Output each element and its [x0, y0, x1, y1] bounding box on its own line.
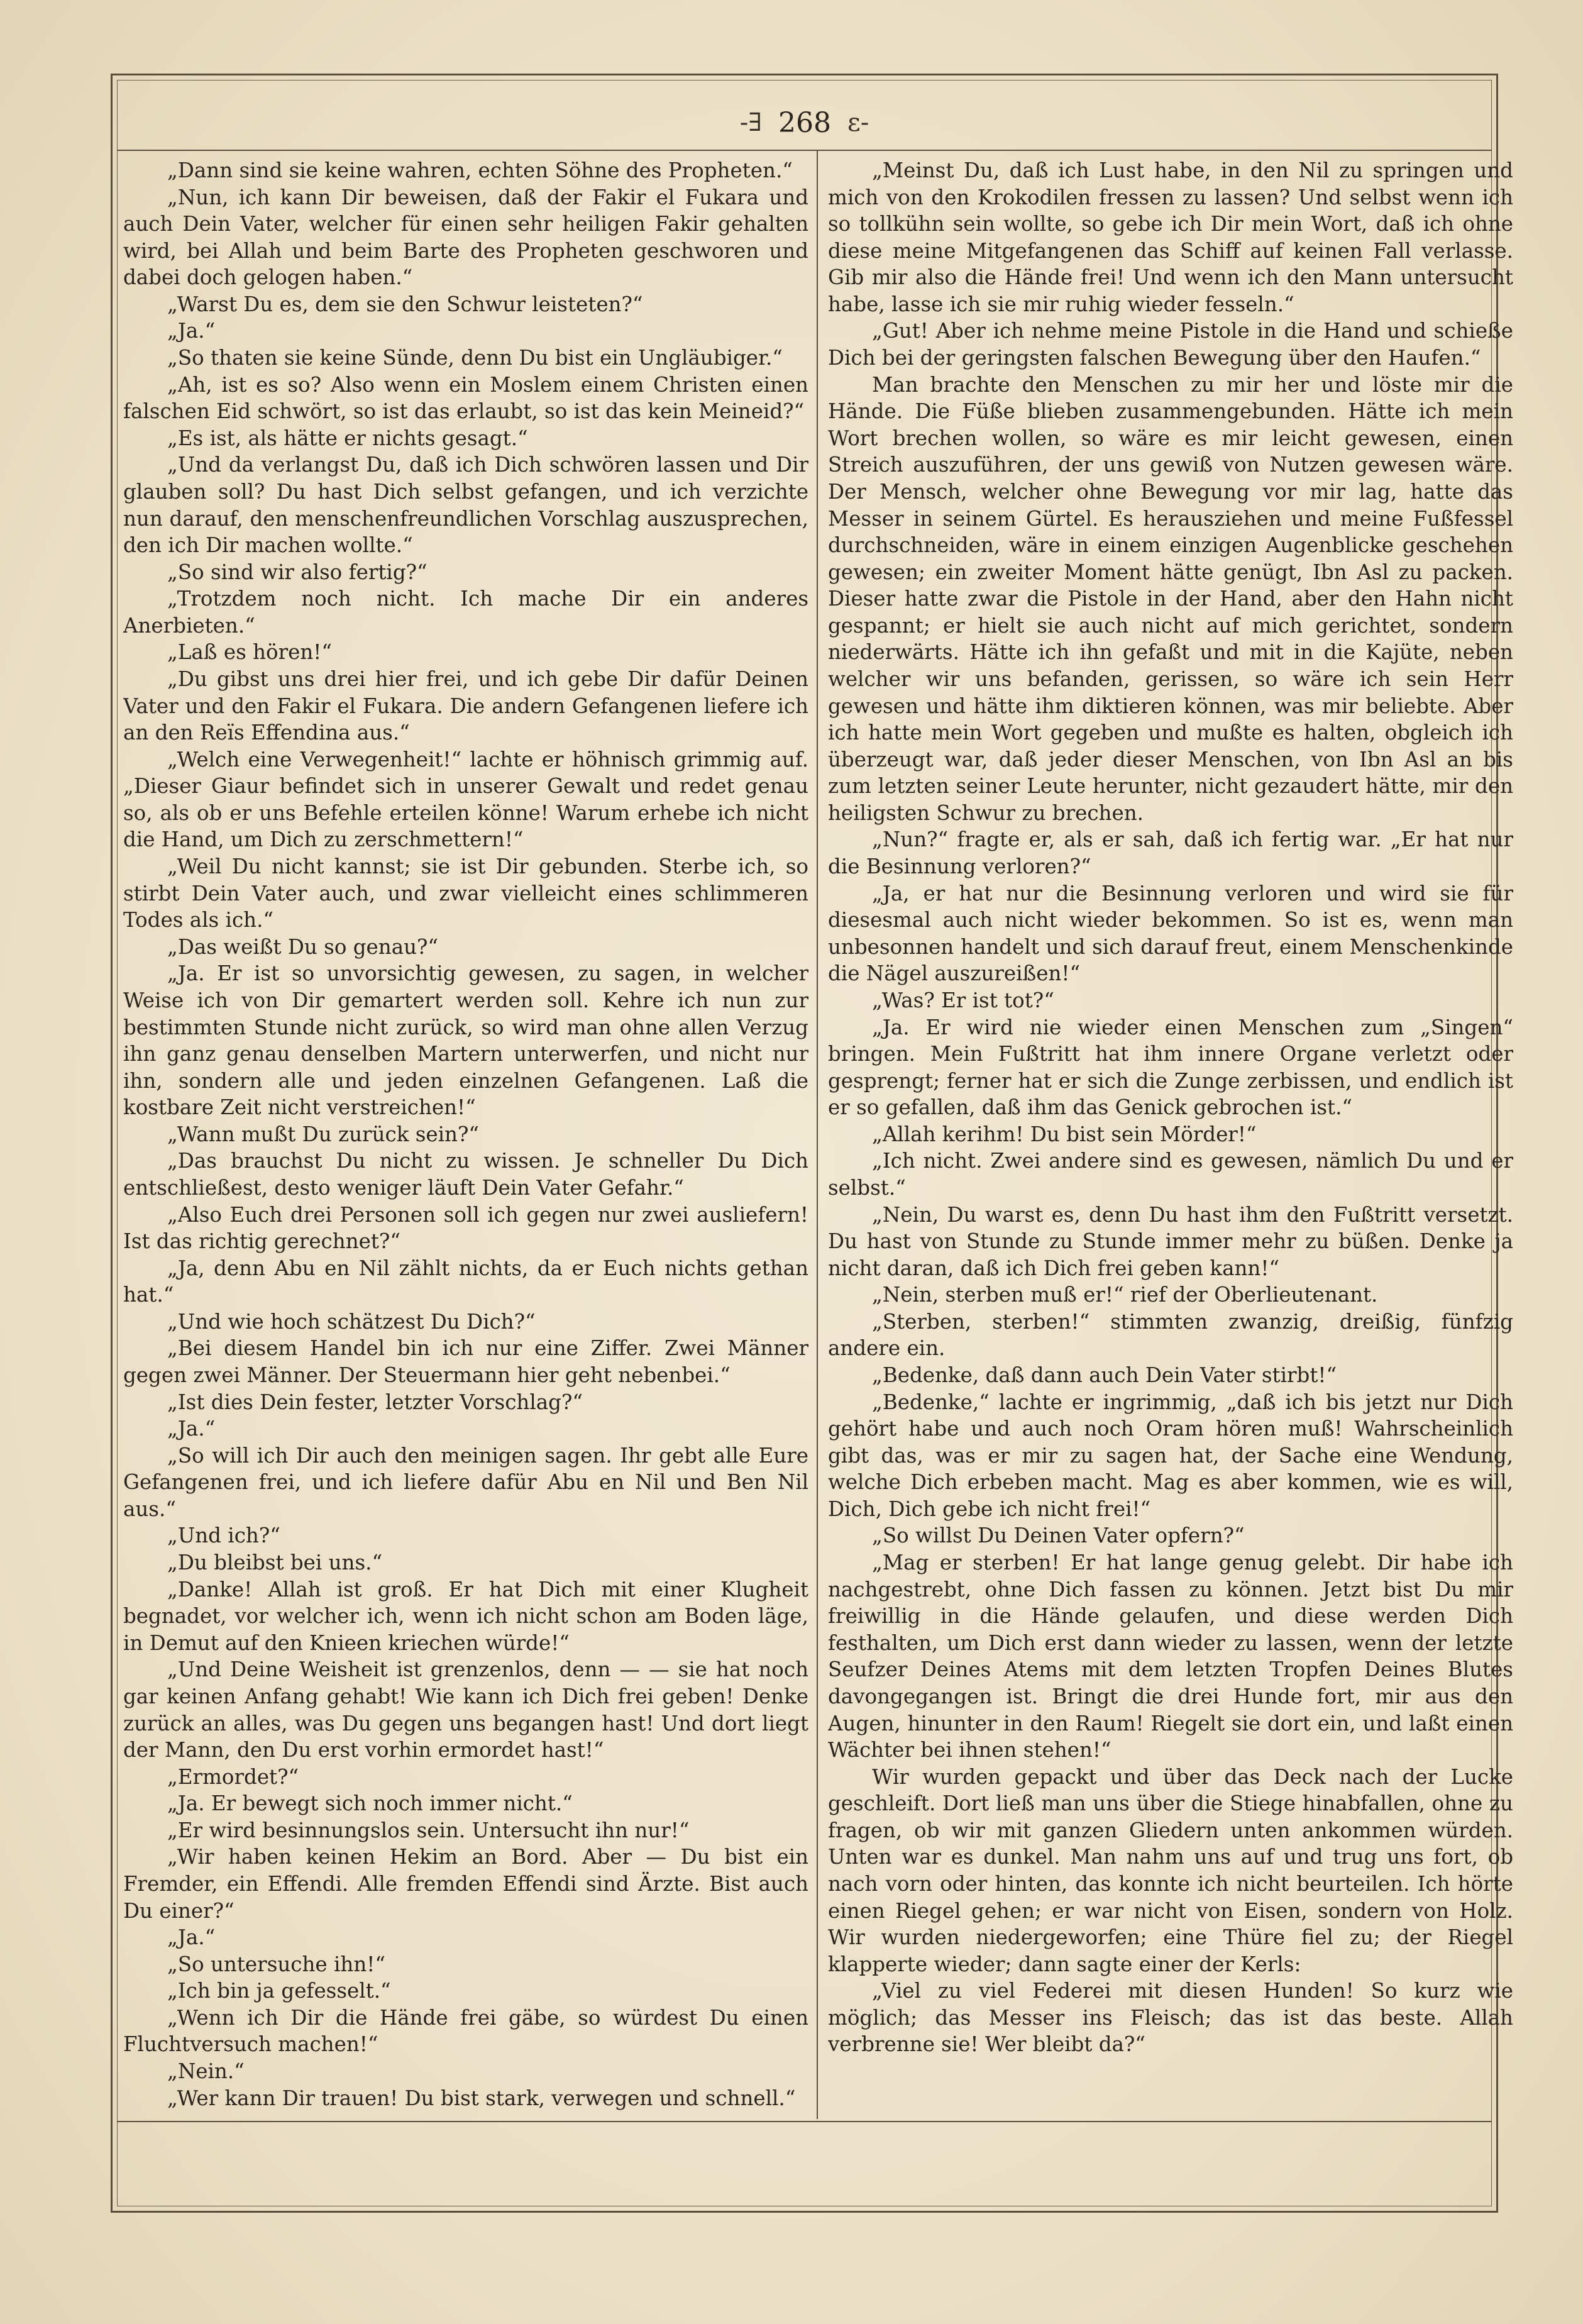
paragraph: „Bedenke, daß dann auch Dein Vater stirbt!“ — [872, 1363, 1337, 1388]
paragraph: „Mag er sterben! Er hat lange genug gelebt. Dir habe ich nachgestrebt, ohne Dich fassen zu können. Jetzt bist Du mir freiwillig in die Hände gelaufen, und diese werden Dich festhalten, um Dich erst dann wieder zu lassen, wenn der letzte Seufzer Deines Atems mit dem letzten Tropfen Deines Blutes davongegangen ist. Bringt die drei Hunde fort, mir aus den Augen, hinunter in den Raum! Riegelt sie dort ein, und laßt einen Wächter bei ihnen stehen!“ — [828, 1551, 1513, 1762]
page-header — [117, 94, 1492, 151]
paragraph: „Sterben, sterben!“ stimmten zwanzig, dreißig, fünfzig andere ein. — [828, 1309, 1513, 1361]
paragraph: „Und Deine Weisheit ist grenzenlos, denn — — sie hat noch gar keinen Anfang gehabt! Wie kann ich Dich frei geben! Denke zurück an alles, was Du gegen uns begangen hast! Und dort liegt der Mann, den Du erst vorhin ermordet hast!“ — [123, 1657, 808, 1762]
paragraph: „Du gibst uns drei hier frei, und ich gebe Dir dafür Deinen Vater und den Fakir el Fukara. Die andern Gefangenen liefere ich an den Reïs Effendina aus.“ — [123, 667, 808, 745]
column-divider — [817, 151, 818, 2119]
paragraph: „Viel zu viel Federei mit diesen Hunden! So kurz wie möglich; das Messer ins Fleisch; das ist das beste. Allah verbrenne sie! Wer bleibt da?“ — [828, 1979, 1513, 2057]
paragraph: „Nein.“ — [167, 2059, 245, 2084]
paragraph: „Es ist, als hätte er nichts gesagt.“ — [167, 426, 528, 450]
paragraph: „Ah, ist es so? Also wenn ein Moslem einem Christen einen falschen Eid schwört, so ist das erlaubt, so ist das kein Meineid?“ — [123, 372, 808, 424]
paragraph: „Und da verlangst Du, daß ich Dich schwören lassen und Dir glauben soll? Du hast Dich selbst gefangen, und ich verzichte nun darauf, den menschenfreundlichen Vorschlag auszusprechen, den ich Dir machen wollte.“ — [123, 453, 808, 558]
paragraph: „Weil Du nicht kannst; sie ist Dir gebunden. Sterbe ich, so stirbt Dein Vater auch, und zwar vielleicht eines schlimmeren Todes als ich.“ — [123, 855, 808, 932]
paragraph: Man brachte den Menschen zu mir her und löste mir die Hände. Die Füße blieben zusammengebunden. Hätte ich mein Wort brechen wollen, so wäre es mir leicht gewesen, einen Streich auszuführen, der uns gewiß von Nutzen gewesen wäre. Der Mensch, welcher ohne Bewegung vor mir lag, hatte das Messer in seinem Gürtel. Es herausziehen und meine Fußfessel durchschneiden, wäre in einem einzigen Augenblicke geschehen gewesen; ein zweiter Moment hätte genügt, Ibn Asl zu packen. Dieser hatte zwar die Pistole in der Hand, aber den Hahn nicht gespannt; er hielt sie auch nicht auf mich gerichtet, sondern niederwärts. Hätte ich ihn gefaßt und mit in die Kajüte, neben welcher wir uns befanden, gerissen, so wäre ich sein Herr gewesen und hätte ihm diktieren können, was mir beliebte. Aber ich hatte mein Wort gegeben und mußte es halten, obgleich ich überzeugt war, daß jeder dieser Menschen, von Ibn Asl an bis zum letzten seiner Leute herunter, nicht gezaudert hätte, mir den heiligsten Schwur zu brechen. — [828, 372, 1513, 825]
paragraph: „Ich nicht. Zwei andere sind es gewesen, nämlich Du und er selbst.“ — [828, 1149, 1513, 1200]
paragraph: „So sind wir also fertig?“ — [167, 560, 427, 584]
paragraph: „Ja. Er ist so unvorsichtig gewesen, zu sagen, in welcher Weise ich von Dir gemartert werden soll. Kehre ich nun zur bestimmten Stunde nicht zurück, so wird man ohne allen Verzug ihn ganz genau denselben Martern unterwerfen, und nicht nur ihn, sondern alle und jeden einzelnen Gefangenen. Laß die kostbare Zeit nicht verstreichen!“ — [123, 961, 808, 1120]
paragraph: „Wir haben keinen Hekim an Bord. Aber — Du bist ein Fremder, ein Effendi. Alle fremden Effendi sind Ärzte. Bist auch Du einer?“ — [123, 1845, 808, 1923]
paragraph: „Also Euch drei Personen soll ich gegen nur zwei ausliefern! Ist das richtig gerechnet?“ — [123, 1202, 808, 1254]
header-rule — [117, 150, 1492, 151]
paragraph: „Ja.“ — [167, 1417, 216, 1441]
paragraph: „Ja. Er bewegt sich noch immer nicht.“ — [167, 1791, 573, 1816]
paragraph: „Ja, denn Abu en Nil zählt nichts, da er Euch nichts gethan hat.“ — [123, 1256, 808, 1307]
paragraph: „So untersuche ihn!“ — [167, 1952, 385, 1976]
paragraph: „Ermordet?“ — [167, 1764, 299, 1789]
right-column — [828, 157, 1513, 2113]
paragraph: „Ist dies Dein fester, letzter Vorschlag?“ — [167, 1390, 583, 1414]
paragraph: „Bedenke,“ lachte er ingrimmig, „daß ich bis jetzt nur Dich gehört habe und auch noch Oram hören muß! Wahrscheinlich gibt das, was er mir zu sagen hat, der Sache eine Wendung, welche Dich erbeben macht. Mag es aber kommen, wie es will, Dich, Dich gebe ich nicht frei!“ — [828, 1390, 1513, 1521]
paragraph: „Laß es hören!“ — [167, 640, 332, 665]
paragraph: Wir wurden gepackt und über das Deck nach der Lucke geschleift. Dort ließ man uns über die Stiege hinabfallen, ohne zu fragen, ob wir mit ganzen Gliedern unten ankommen würden. Unten war es dunkel. Man nahm uns auf und trug uns fort, ob nach vorn oder hinten, das konnte ich nicht beurteilen. Ich hörte einen Riegel gehen; er war nicht von Eisen, sondern von Holz. Wir wurden niedergeworfen; eine Thüre fiel zu; der Riegel klapperte wieder; dann sagte einer der Kerls: — [828, 1764, 1513, 1976]
paragraph: „Du bleibst bei uns.“ — [167, 1551, 383, 1575]
paragraph: „Was? Er ist tot?“ — [872, 988, 1054, 1012]
paragraph: „Das weißt Du so genau?“ — [167, 934, 439, 959]
paragraph: „Gut! Aber ich nehme meine Pistole in die Hand und schieße Dich bei der geringsten falschen Bewegung über den Haufen.“ — [828, 319, 1513, 370]
paragraph: „Und ich?“ — [167, 1524, 280, 1548]
paragraph: „Nein, Du warst es, denn Du hast ihm den Fußtritt versetzt. Du hast von Stunde zu Stunde immer mehr zu büßen. Denke ja nicht daran, daß ich Dich frei geben kann!“ — [828, 1202, 1513, 1280]
paragraph: „Warst Du es, dem sie den Schwur leisteten?“ — [167, 292, 643, 316]
paragraph: „Allah kerihm! Du bist sein Mörder!“ — [872, 1122, 1257, 1146]
paragraph: „Dann sind sie keine wahren, echten Söhne des Propheten.“ — [167, 158, 793, 182]
paragraph: „Er wird besinnungslos sein. Untersucht ihn nur!“ — [167, 1818, 690, 1842]
page-number: 268 — [778, 106, 831, 139]
paragraph: „Danke! Allah ist groß. Er hat Dich mit einer Klugheit begnadet, vor welcher ich, wenn ich nicht schon am Boden läge, in Demut auf den Knieen kriechen würde!“ — [123, 1577, 808, 1655]
paragraph: „Nun?“ fragte er, als er sah, daß ich fertig war. „Er hat nur die Besinnung verloren?“ — [828, 827, 1513, 879]
paragraph: „Trotzdem noch nicht. Ich mache Dir ein anderes Anerbieten.“ — [123, 587, 808, 638]
paragraph: „Ja, er hat nur die Besinnung verloren und wird sie für diesesmal auch nicht wieder bekommen. So ist es, wenn man unbesonnen handelt und sich darauf freut, einem Menschenkinde die Nägel auszureißen!“ — [828, 881, 1513, 986]
ornament-left-icon: -∃ — [739, 108, 762, 137]
paragraph: „Meinst Du, daß ich Lust habe, in den Nil zu springen und mich von den Krokodilen fressen zu lassen? Und selbst wenn ich so tollkühn sein wollte, so gebe ich Dir mein Wort, daß ich ohne diese meine Mitgefangenen das Schiff auf keinen Fall verlasse. Gib mir also die Hände frei! Und wenn ich den Mann untersucht habe, lasse ich sie mir ruhig wieder fesseln.“ — [828, 158, 1513, 316]
paragraph: „Nun, ich kann Dir beweisen, daß der Fakir el Fukara und auch Dein Vater, welcher für einen sehr heiligen Fakir gehalten wird, bei Allah und beim Barte des Propheten geschworen und dabei doch gelogen haben.“ — [123, 185, 808, 290]
paragraph: „So thaten sie keine Sünde, denn Du bist ein Ungläubiger.“ — [167, 346, 783, 370]
ornament-right-icon: ε- — [847, 108, 869, 137]
paragraph: „Wer kann Dir trauen! Du bist stark, verwegen und schnell.“ — [167, 2086, 796, 2110]
paragraph: „Wann mußt Du zurück sein?“ — [167, 1122, 480, 1146]
paragraph: „Ja. Er wird nie wieder einen Menschen zum „Singen“ bringen. Mein Fußtritt hat ihm innere Organe verletzt oder gesprengt; ferner hat er sich die Zunge zerbissen, und endlich ist er so gefallen, daß ihm das Genick gebrochen ist.“ — [828, 1015, 1513, 1120]
footer-rule — [117, 2121, 1492, 2122]
paragraph: „Ich bin ja gefesselt.“ — [167, 1979, 391, 2003]
paragraph: „Nein, sterben muß er!“ rief der Oberlieutenant. — [872, 1283, 1378, 1307]
paragraph: „Ja.“ — [167, 319, 216, 343]
paragraph: „Bei diesem Handel bin ich nur eine Ziffer. Zwei Männer gegen zwei Männer. Der Steuermann hier geht nebenbei.“ — [123, 1336, 808, 1388]
paragraph: „So willst Du Deinen Vater opfern?“ — [872, 1524, 1245, 1548]
left-column — [123, 157, 808, 2113]
paragraph: „So will ich Dir auch den meinigen sagen. Ihr gebt alle Eure Gefangenen frei, und ich liefere dafür Abu en Nil und Ben Nil aus.“ — [123, 1443, 808, 1521]
paragraph: „Welch eine Verwegenheit!“ lachte er höhnisch grimmig auf. „Dieser Giaur befindet sich in unserer Gewalt und redet genau so, als ob er uns Befehle erteilen könne! Warum erhebe ich nicht die Hand, um Dich zu zerschmettern!“ — [123, 747, 808, 852]
paragraph: „Das brauchst Du nicht zu wissen. Je schneller Du Dich entschließest, desto weniger läuft Dein Vater Gefahr.“ — [123, 1149, 808, 1200]
paragraph: „Wenn ich Dir die Hände frei gäbe, so würdest Du einen Fluchtversuch machen!“ — [123, 2005, 808, 2057]
paragraph: „Und wie hoch schätzest Du Dich?“ — [167, 1309, 536, 1334]
paragraph: „Ja.“ — [167, 1925, 216, 1950]
